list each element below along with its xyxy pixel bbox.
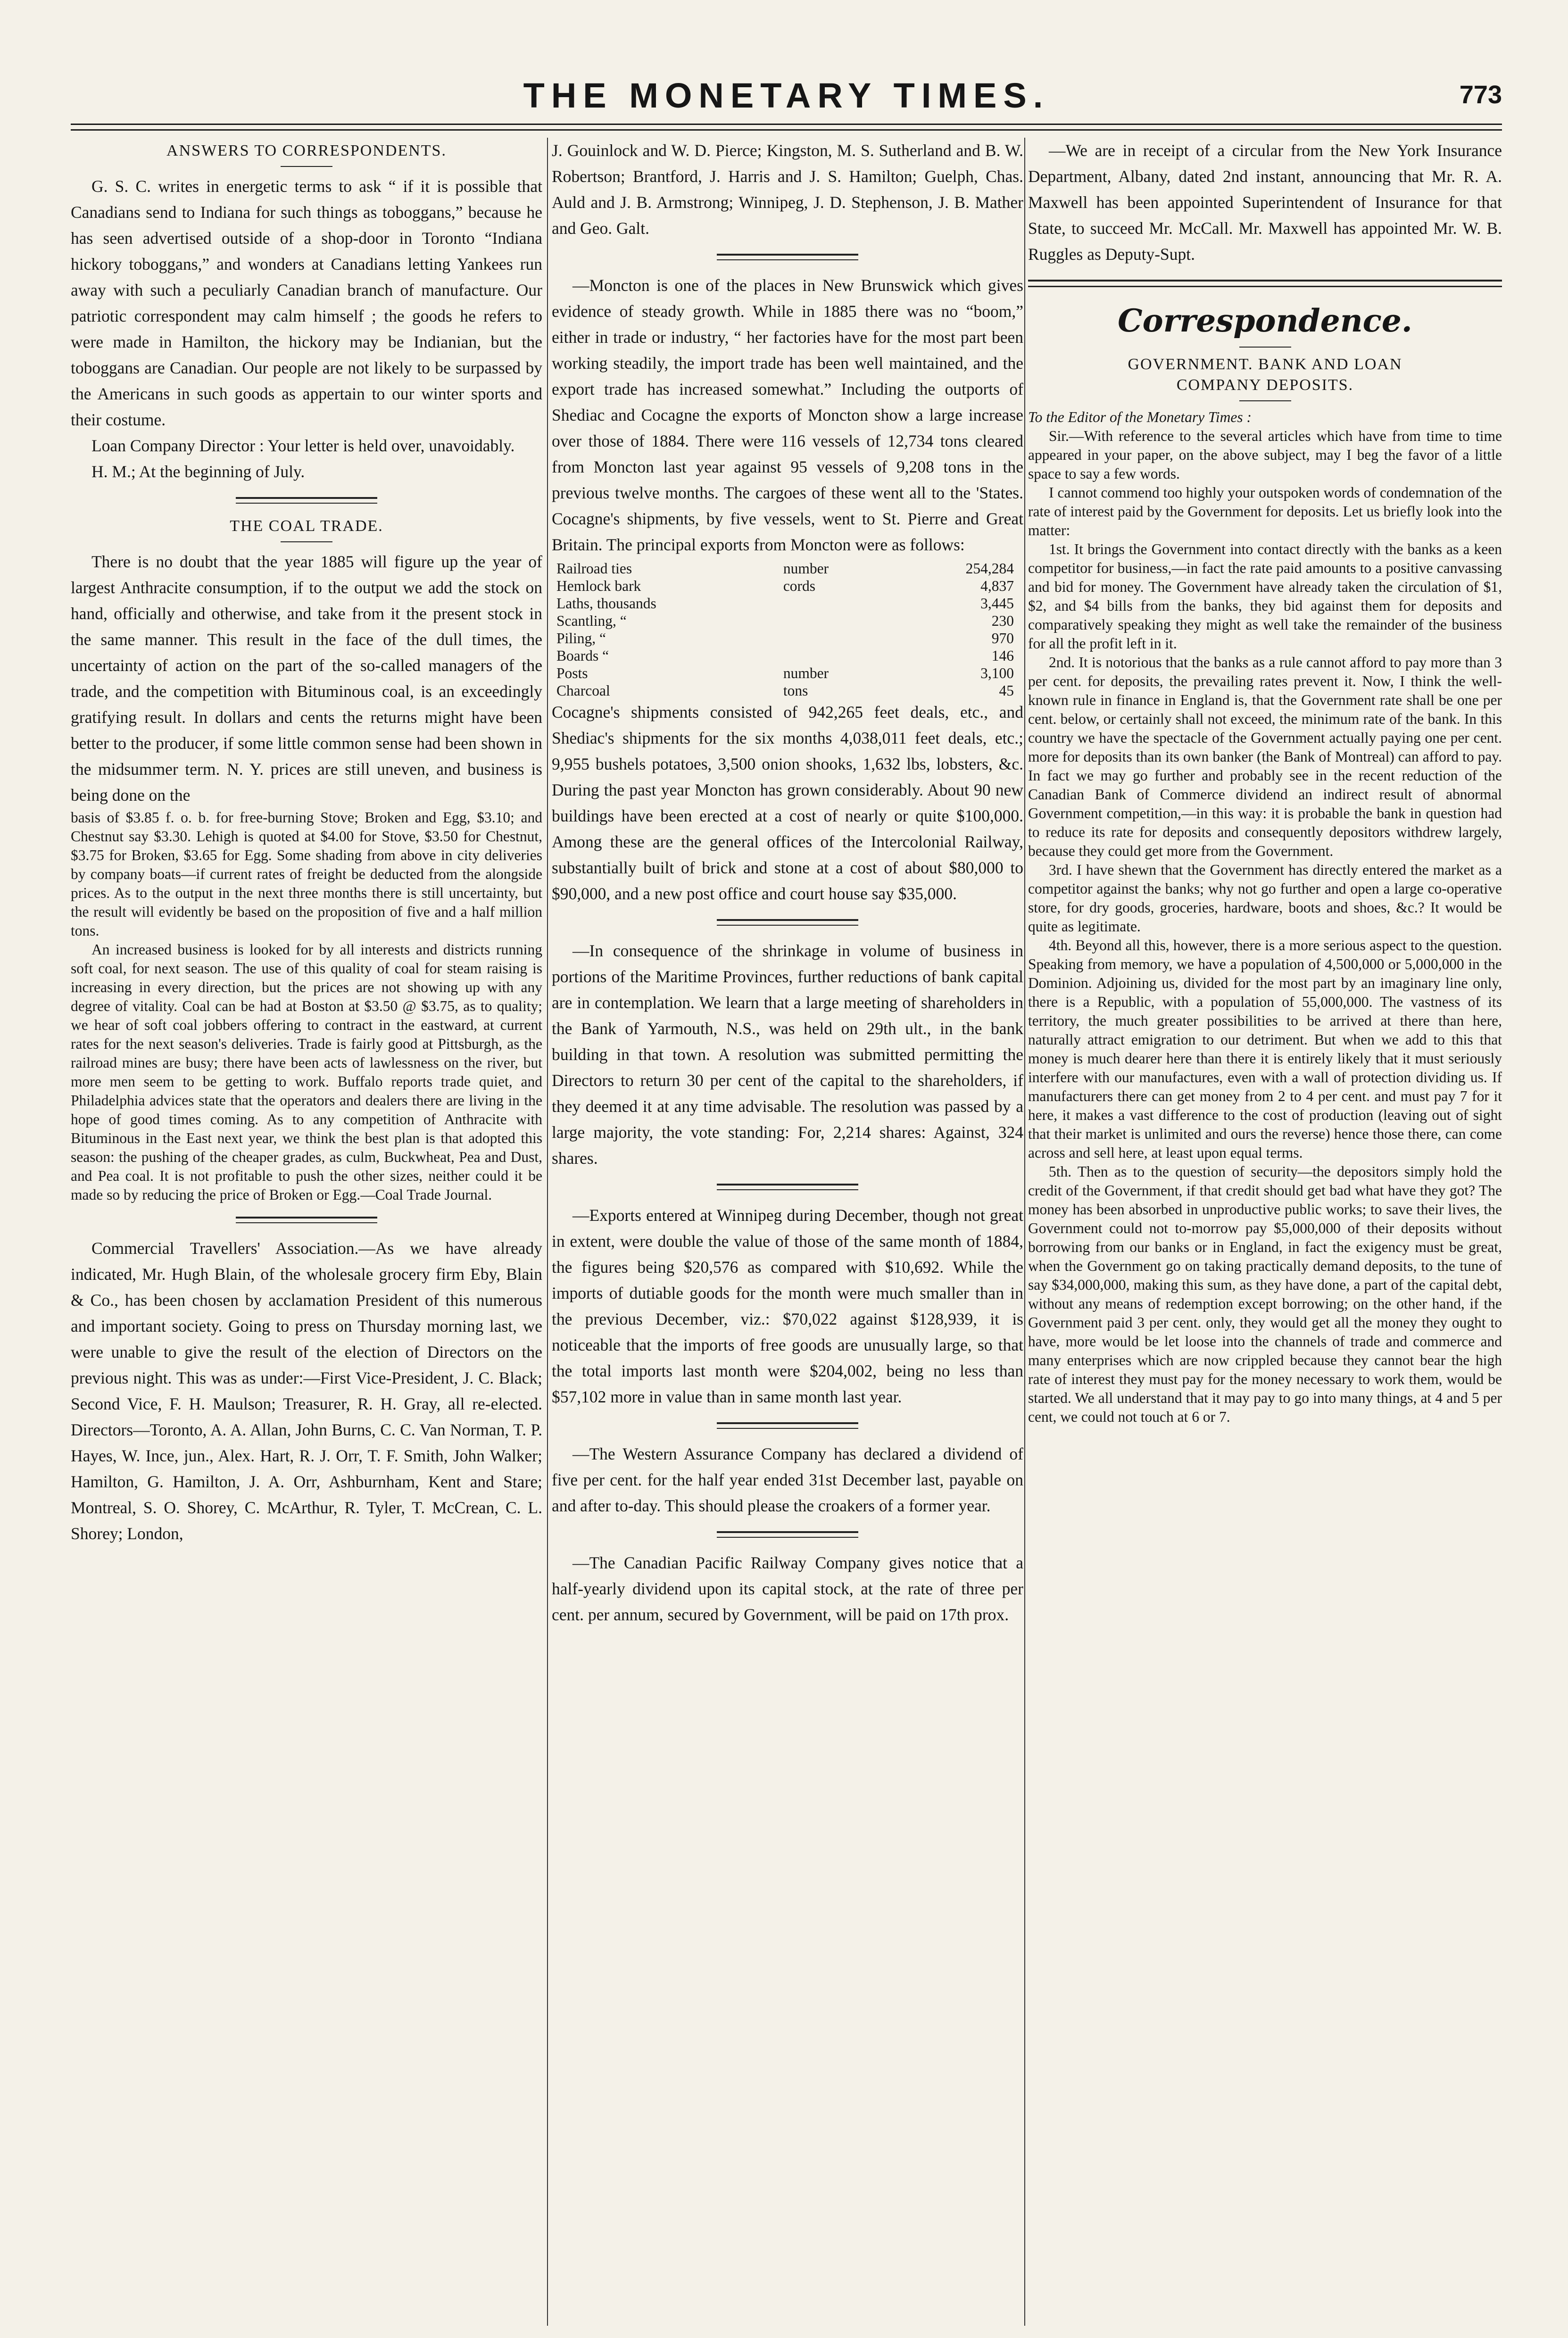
export-item: Boards “ bbox=[556, 647, 609, 664]
heading-rule bbox=[1239, 400, 1291, 401]
export-unit bbox=[783, 630, 887, 647]
section-divider bbox=[717, 1184, 858, 1190]
letter-paragraph: 5th. Then as to the question of security—the depositors simply hold the credit of the Government, if that credit should get bad what have they got? The money has been absorbed in unproductive public works; to save their lives, the Government could not to-morrow pay $5,000,000 of their deposits without borrowing from our banks or in England, in fact the exigency must be great, when the Government go on taking practically demand deposits, to the tune of say $34,000,000, making this sum, as they have done, a part of the capital debt, without any means of redemption except borrowing; on the other hand, if the Government paid 3 per cent. only, they would get all the money they ought to have, more would be let loose into the channels of trade and commerce and many enterprises which are now crippled because they cannot bear the high rate of interest they must pay for the money necessary to work them, would be started. We all understand that it may pay to go into many things, at 4 and 5 per cent, we could not touch at 6 or 7. bbox=[1028, 1163, 1502, 1425]
exports-table bbox=[556, 560, 1023, 699]
article-paragraph: G. S. C. writes in energetic terms to ask “ if it is possible that Canadians send to Indiana for such things as toboggans,” because he has seen advertised outside of a shop-door in Toronto “Indiana hickory toboggans,” and wonders at Canadians letting Yankees run away with such a peculiarly Canadian branch of manufacture. Our patriotic correspondent may calm himself ; the goods he refers to were made in Hamilton, the hickory may be Indianian, but the toboggans are Canadian. Our people are not likely to be surpassed by the Americans in such goods as appertain to our winter sports and their costume. bbox=[71, 177, 542, 429]
article-paragraph: Commercial Travellers' Association.—As we have already indicated, Mr. Hugh Blain, of the wholesale grocery firm Eby, Blain & Co., has been chosen by acclamation President of this numerous and important society. Going to press on Thursday morning last, we were unable to give the result of the election of Directors on the previous night. This was as under:—First Vice-President, J. C. Black; Second Vice, F. H. Maulson; Treasurer, R. H. Gray, all re-elected. Directors—Toronto, A. A. Allan, John Burns, C. C. Van Norman, T. P. Hayes, W. Ince, jun., Alex. Hart, R. J. Orr, T. F. Smith, John Walker; Hamilton, G. Hamilton, J. A. Orr, Ashburnham, Kent and Stare; Montreal, S. O. Shorey, C. McArthur, R. Tyler, T. McCrean, C. L. Shorey; London, bbox=[71, 1239, 542, 1543]
column-divider bbox=[547, 138, 548, 2326]
export-value: 146 bbox=[991, 647, 1014, 664]
article-paragraph: J. Gouinlock and W. D. Pierce; Kingston, M. S. Sutherland and B. W. Robertson; Brantford, J. Harris and J. S. Hamilton; Guelph, Chas. Auld and J. B. Armstrong; Winnipeg, J. D. Stephenson, J. B. Mather and Geo. Galt. bbox=[552, 141, 1023, 238]
table-row bbox=[556, 682, 1023, 699]
article-paragraph: Cocagne's shipments consisted of 942,265 feet deals, etc., and Shediac's shipments for the six months 4,038,011 feet deals, etc.; 9,955 bushels potatoes, 3,500 onion shooks, 1,632 lbs, lobsters, &c. During the past year Moncton has grown considerably. About 90 new buildings have been erected at a cost of nearly or quite $100,000. Among these are the general offices of the Intercolonial Railway, substantially built of brick and stone at a cost of about $80,000 to $90,000, and a new post office and court house say $35,000. bbox=[552, 703, 1023, 903]
section-divider bbox=[717, 254, 858, 260]
export-unit: cords bbox=[783, 578, 816, 594]
article-paragraph: There is no doubt that the year 1885 will figure up the year of largest Anthracite consumption, if to the output we add the stock on hand, officially and otherwise, and take from it the present stock in the same manner. This result in the face of the dull times, the uncertainty of action on the part of the so-called managers of the trade, and the competition with Bituminous coal, is an exceedingly gratifying result. In dollars and cents the returns might have been better to the producer, if some little common sense had been shown in the midsummer term. N. Y. prices are still uneven, and business is being done on the bbox=[71, 552, 542, 804]
table-row bbox=[556, 630, 1023, 647]
export-unit bbox=[783, 595, 887, 612]
export-item: Hemlock bark bbox=[556, 578, 641, 594]
export-item: Laths, thousands bbox=[556, 595, 656, 612]
export-item: Railroad ties bbox=[556, 560, 632, 577]
column-1 bbox=[71, 138, 542, 2326]
letter-paragraph: 1st. It brings the Government into contact directly with the banks as a keen competitor for business,—in fact the rate paid amounts to a positive canvassing and bid for money. The Government have already taken the circulation of $1, $2, and $4 bills from the banks, they bid against them for deposits and comparatively speaking they might as well take the remainder of the business for all the profit left in it. bbox=[1028, 541, 1502, 652]
article-paragraph: —We are in receipt of a circular from the New York Insurance Department, Albany, dated 2nd instant, announcing that Mr. R. A. Maxwell has been appointed Superintendent of Insurance for that State, to succeed Mr. McCall. Mr. Maxwell has appointed Mr. W. B. Ruggles as Deputy-Supt. bbox=[1028, 141, 1502, 264]
masthead-rule bbox=[71, 124, 1502, 131]
table-row bbox=[556, 664, 1023, 682]
export-unit: tons bbox=[783, 682, 808, 699]
export-value: 45 bbox=[999, 682, 1014, 699]
export-unit: number bbox=[783, 560, 829, 577]
letter-salutation: To the Editor of the Monetary Times : bbox=[1028, 409, 1252, 425]
section-divider bbox=[717, 1531, 858, 1538]
export-unit bbox=[783, 647, 887, 664]
section-divider bbox=[1028, 280, 1502, 287]
section-heading: Correspondence. bbox=[1118, 302, 1412, 339]
article-paragraph: H. M.; At the beginning of July. bbox=[91, 462, 305, 481]
masthead bbox=[71, 71, 1502, 118]
section-heading: THE COAL TRADE. bbox=[230, 517, 383, 535]
column-2 bbox=[552, 138, 1023, 2326]
column-3 bbox=[1028, 138, 1502, 2326]
export-value: 230 bbox=[991, 613, 1014, 629]
section-divider bbox=[717, 1422, 858, 1429]
article-paragraph: —In consequence of the shrinkage in volume of business in portions of the Maritime Provinces, further reductions of bank capital are in contemplation. We learn that a large meeting of shareholders in the Bank of Yarmouth, N.S., was held on 29th ult., in the bank building in that town. A resolution was submitted permitting the Directors to return 30 per cent of the capital to the shareholders, if they deemed it at any time advisable. The resolution was passed by a large majority, the vote standing: For, 2,214 shares: Against, 324 shares. bbox=[552, 941, 1023, 1168]
letter-paragraph: 3rd. I have shewn that the Government has directly entered the market as a competitor against the banks; why not go further and open a large co-operative store, for dry goods, groceries, hardware, boots and shoes, &c.? It would be quite as legitimate. bbox=[1028, 862, 1502, 935]
letter-heading: COMPANY DEPOSITS. bbox=[1176, 376, 1354, 394]
export-value: 4,837 bbox=[980, 578, 1014, 594]
section-divider bbox=[236, 497, 377, 504]
article-paragraph: —Exports entered at Winnipeg during December, though not great in extent, were double the value of those of the same month of 1884, the figures being $20,576 as compared with $10,692. While the imports of dutiable goods for the month were much smaller than in the previous December, viz.: $70,022 against $128,939, it is noticeable that the imports of free goods are unusually large, so that the total imports last month were $204,002, being no less than $57,102 more in value than in same month last year. bbox=[552, 1206, 1023, 1406]
letter-paragraph: Sir.—With reference to the several articles which have from time to time appeared in your paper, on the above subject, may I beg the favor of a little space to say a few words. bbox=[1028, 428, 1502, 482]
article-paragraph: An increased business is looked for by all interests and districts running soft coal, for next season. The use of this quality of coal for steam raising is increasing in every direction, but the prices are not showing up with any degree of vitality. Coal can be had at Boston at $3.50 @ $3.75, as to quality; we hear of soft coal jobbers offering to contract in the eastward, at current rates for the next season's deliveries. Trade is fairly good at Pittsburgh, as the railroad mines are busy; there have been acts of lawlessness on the river, but more men seem to be getting to work. Buffalo reports trade quiet, and Philadelphia advices state that the operators and dealers there are living in the hope of good times coming. As to any competition of Anthracite with Bituminous in the East next year, we think the best plan is that adopted this season: the pushing of the cheaper grades, as culm, Buckwheat, Pea and Dust, and Pea coal. It is not profitable to push the other sizes, neither could it be made so by reducing the price of Broken or Egg.—Coal Trade Journal. bbox=[71, 941, 542, 1203]
section-divider bbox=[236, 1217, 377, 1223]
letter-paragraph: I cannot commend too highly your outspoken words of condemnation of the rate of interest paid by the Government for deposits. Let us briefly look into the matter: bbox=[1028, 484, 1502, 539]
table-row bbox=[556, 647, 1023, 664]
column-divider bbox=[1024, 138, 1025, 2326]
heading-rule bbox=[281, 541, 332, 542]
export-item: Scantling, “ bbox=[556, 613, 627, 629]
heading-rule bbox=[1239, 347, 1291, 348]
section-heading: ANSWERS TO CORRESPONDENTS. bbox=[166, 142, 447, 159]
table-row bbox=[556, 595, 1023, 612]
article-paragraph: —Moncton is one of the places in New Brunswick which gives evidence of steady growth. While in 1885 there was no “boom,” either in trade or industry, “ her factories have for the most part been working steadily, the import trade has been well maintained, and the export trade has increased somewhat.” Including the outports of Shediac and Cocagne the exports of Moncton show a large increase over those of 1884. There were 116 vessels of 12,734 tons cleared from Moncton last year against 95 vessels of 9,208 tons in the previous twelve months. The cargoes of these went all to the 'States. Cocagne's shipments, by five vessels, went to St. Pierre and Great Britain. The principal exports from Moncton were as follows: bbox=[552, 276, 1023, 554]
export-item: Posts bbox=[556, 665, 588, 681]
letter-heading: GOVERNMENT. BANK AND LOAN bbox=[1128, 356, 1402, 373]
page-number: 773 bbox=[1459, 81, 1502, 109]
article-paragraph: Loan Company Director : Your letter is held over, unavoidably. bbox=[91, 436, 515, 455]
article-paragraph: —The Western Assurance Company has declared a dividend of five per cent. for the half year ended 31st December last, payable on and after to-day. This should please the croakers of a former year. bbox=[552, 1444, 1023, 1515]
heading-rule bbox=[281, 166, 332, 167]
export-value: 3,100 bbox=[980, 665, 1014, 681]
table-row bbox=[556, 560, 1023, 577]
export-unit bbox=[783, 612, 887, 630]
export-value: 3,445 bbox=[980, 595, 1014, 612]
article-paragraph: basis of $3.85 f. o. b. for free-burning Stove; Broken and Egg, $3.10; and Chestnut say $3.30. Lehigh is quoted at $4.00 for Stove, $3.50 for Chestnut, $3.75 for Broken, $3.65 for Egg. Some shading from above in city deliveries by company boats—if current rates of freight be deducted from the alongside prices. As to the output in the next three months there is still uncertainty, but the result will evidently be based on the proposition of five and a half million tons. bbox=[71, 809, 542, 939]
export-value: 254,284 bbox=[965, 560, 1014, 577]
export-item: Piling, “ bbox=[556, 630, 606, 647]
table-row bbox=[556, 612, 1023, 630]
letter-paragraph: 4th. Beyond all this, however, there is a more serious aspect to the question. Speaking from memory, we have a population of 4,500,000 or 5,000,000 in the Dominion. Adjoining us, divided for the most part by an imaginary line only, there is a Republic, with a population of 55,000,000. The vastness of its territory, the much greater possibilities to be arrived at there than here, naturally attract emigration to our detriment. But when we add to this that money is much dearer here than there it is entirely likely that it must seriously interfere with our manufactures, even with a wall of protection dividing us. If manufacturers there can get money from 2 to 4 per cent. and must pay 7 for it here, it makes a vast difference to the cost of production (leaving out of sight that their market is unlimited and ours the reverse) hence those there, can come across and sell here, at least upon equal terms. bbox=[1028, 937, 1502, 1161]
export-value: 970 bbox=[991, 630, 1014, 647]
export-unit: number bbox=[783, 665, 829, 681]
section-divider bbox=[717, 919, 858, 926]
export-item: Charcoal bbox=[556, 682, 610, 699]
letter-paragraph: 2nd. It is notorious that the banks as a rule cannot afford to pay more than 3 per cent. for deposits, the prevailing rates prevent it. Now, I think the well-known rule in finance in England is, that the Government rate shall be one per cent. below, or certainly shall not exceed, the minimum rate of the bank. In this country we have the spectacle of the Government actually paying one per cent. more for deposits than its own banker (the Bank of Montreal) can afford to pay. In fact we may go further and probably see in the recent reduction of the Canadian Bank of Commerce dividend an indirect result of abnormal Government competition,—in this way: it is probable the bank in question had to reduce its rate for deposits and consequently depositors withdrew largely, because they could get more from the Government. bbox=[1028, 654, 1502, 859]
masthead-title: THE MONETARY TIMES. bbox=[523, 76, 1050, 115]
table-row bbox=[556, 577, 1023, 595]
article-paragraph: —The Canadian Pacific Railway Company gives notice that a half-yearly dividend upon its capital stock, at the rate of three per cent. per annum, secured by Government, will be paid on 17th prox. bbox=[552, 1553, 1023, 1624]
